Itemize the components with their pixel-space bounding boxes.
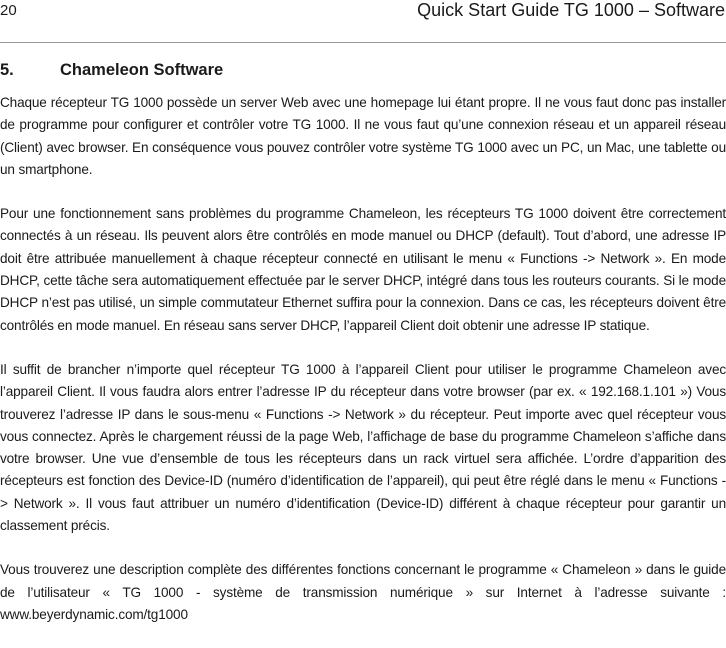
body-text xyxy=(0,92,726,648)
running-header-title: Quick Start Guide TG 1000 – Software xyxy=(417,0,725,20)
header-divider xyxy=(0,42,726,43)
section-number: 5. xyxy=(0,61,14,79)
paragraph-intro: Chaque récepteur TG 1000 possède un server Web avec une homepage lui étant propre. Il ne vous faut donc pas installer de programme pour configurer et contrôler votre TG 1000. Il ne vous faut qu’une connexion réseau et un appareil réseau (Client) avec browser. En conséquence vous pouvez contrôler votre système TG 1000 avec un PC, un Mac, une tablette ou un smartphone. xyxy=(0,95,726,177)
section-heading xyxy=(0,61,223,80)
section-title: Chameleon Software xyxy=(60,61,224,79)
page-number: 20 xyxy=(0,2,17,19)
paragraph-documentation: Vous trouverez une description complète des différentes fonctions concernant le programme « Chameleon » dans le guide de l’utilisateur « TG 1000 - système de transmission numérique » sur Internet à l’adresse suivante : www.beyerdynamic.com/tg1000 xyxy=(0,562,726,622)
paragraph-connection: Il suffit de brancher n’importe quel récepteur TG 1000 à l’appareil Client pour utiliser le programme Chameleon avec l’appareil Client. Il vous faudra alors entrer l’adresse IP du récepteur dans votre browser (par ex. « 192.168.1.101 ») Vous trouverez l’adresse IP dans le sous-menu « Functions -> Network » du récepteur. Peut importe avec quel récepteur vous vous connectez. Après le chargement réussi de la page Web, l’affichage de base du programme Chameleon s’affiche dans votre browser. Une vue d’ensemble de tous les récepteurs dans un rack virtuel sera affichée. L’ordre d’apparition des récepteurs est fonction des Device-ID (numéro d’identification de l’appareil), qui peut être réglé dans le menu « Functions -> Network ». Il vous faut attribuer un numéro d’identification (Device-ID) différent à chaque récepteur pour garantir un classement précis. xyxy=(0,361,726,534)
paragraph-network: Pour une fonctionnement sans problèmes du programme Chameleon, les récepteurs TG 1000 doivent être correctement connectés à un réseau. Ils peuvent alors être contrôlés en mode manuel ou DHCP (default). Tout d’abord, une adresse IP doit être attribuée manuellement à chaque récepteur connecté en utilisant le menu « Functions -> Network ». En mode DHCP, cette tâche sera automatiquement effectuée par le server DHCP, intégré dans tous les routeurs courants. Si le mode DHCP n’est pas utilisé, un simple commutateur Ethernet suffira pour la connexion. Dans ce cas, les récepteurs doivent être contrôlés en mode manuel. En réseau sans server DHCP, l’appareil Client doit obtenir une adresse IP statique. xyxy=(0,206,726,333)
